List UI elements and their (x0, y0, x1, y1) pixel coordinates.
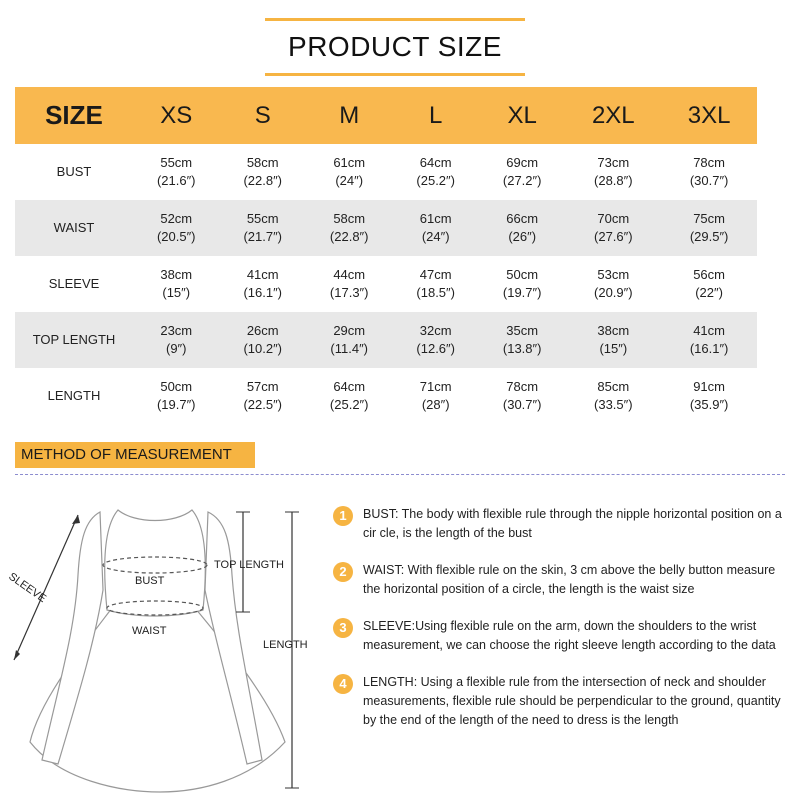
cm-value: 32cm (419, 323, 452, 338)
cm-value: 78cm (693, 155, 725, 170)
size-cell (219, 144, 305, 200)
row-label: SLEEVE (48, 276, 100, 291)
cm-value: 44cm (333, 267, 366, 282)
inch-value: (25.2″) (416, 173, 455, 188)
table-row (15, 312, 757, 368)
cm-value: 29cm (333, 323, 366, 338)
cm-value: 26cm (246, 323, 279, 338)
cm-value: 75cm (693, 211, 725, 226)
inch-value: (26″) (508, 229, 537, 244)
inch-value: (35.9″) (689, 397, 729, 412)
cm-value: 55cm (246, 211, 279, 226)
table-row (15, 144, 757, 200)
inch-value: (22.8″) (329, 229, 369, 244)
inch-value: (19.7″) (502, 285, 542, 300)
step-text: SLEEVE:Using flexible rule on the arm, down the shoulders to the wrist measurement, we can choose the right sleeve length according to the data (363, 619, 776, 652)
size-table-body (15, 144, 757, 424)
size-cell (133, 200, 219, 256)
size-cell (306, 256, 392, 312)
size-cell (392, 368, 478, 424)
label-waist: WAIST (132, 625, 167, 637)
cm-value: 64cm (333, 379, 366, 394)
inch-value: (29.5″) (689, 229, 729, 244)
header-cell-size: SIZE (15, 87, 133, 144)
inch-value: (27.2″) (502, 173, 542, 188)
method-heading: METHOD OF MEASUREMENT (15, 442, 255, 468)
size-cell (479, 368, 565, 424)
size-cell (133, 256, 219, 312)
size-cell (661, 256, 757, 312)
row-label: LENGTH (47, 388, 101, 403)
table-row (15, 256, 757, 312)
size-cell (661, 368, 757, 424)
cm-value: 55cm (160, 155, 193, 170)
cm-value: 50cm (506, 267, 539, 282)
row-label: BUST (56, 164, 92, 179)
step-text: BUST: The body with flexible rule through the nipple horizontal position on a cir cle, is the length of the bust (363, 507, 782, 540)
page-title: PRODUCT SIZE (288, 31, 502, 62)
header-cell-s: S (219, 87, 305, 144)
step-text: WAIST: With flexible rule on the skin, 3 cm above the belly button measure the horizontal position of a circle, the length is the waist size (363, 563, 776, 596)
inch-value: (12.6″) (416, 341, 455, 356)
size-cell (306, 144, 392, 200)
step-length (333, 673, 783, 730)
cm-value: 91cm (693, 379, 725, 394)
step-number-badge: 4 (333, 674, 353, 694)
cm-value: 38cm (597, 323, 630, 338)
cm-value: 70cm (597, 211, 630, 226)
size-cell (133, 144, 219, 200)
cm-value: 69cm (506, 155, 539, 170)
cm-value: 38cm (160, 267, 193, 282)
inch-value: (21.6″) (156, 173, 196, 188)
table-row (15, 368, 757, 424)
size-cell (219, 312, 305, 368)
inch-value: (22″) (695, 285, 723, 300)
cm-value: 73cm (597, 155, 630, 170)
inch-value: (25.2″) (329, 397, 369, 412)
inch-value: (15″) (599, 341, 628, 356)
step-number-badge: 1 (333, 506, 353, 526)
step-number-badge: 3 (333, 618, 353, 638)
label-sleeve: SLEEVE (6, 570, 49, 606)
cm-value: 58cm (333, 211, 366, 226)
inch-value: (28.8″) (594, 173, 633, 188)
size-cell (661, 312, 757, 368)
inch-value: (24″) (335, 173, 364, 188)
cm-value: 78cm (506, 379, 539, 394)
inch-value: (30.7″) (689, 173, 729, 188)
cm-value: 56cm (693, 267, 725, 282)
size-cell (133, 368, 219, 424)
inch-value: (27.6″) (594, 229, 633, 244)
size-cell (392, 312, 478, 368)
header-cell-3xl: 3XL (661, 87, 757, 144)
inch-value: (28″) (421, 397, 450, 412)
size-cell (392, 200, 478, 256)
cm-value: 61cm (333, 155, 366, 170)
inch-value: (16.1″) (243, 285, 282, 300)
title-rule-bottom (265, 73, 525, 76)
inch-value: (9″) (165, 341, 187, 356)
size-cell (306, 200, 392, 256)
inch-value: (33.5″) (594, 397, 633, 412)
row-label: TOP LENGTH (15, 312, 133, 368)
header-cell-xl: XL (479, 87, 565, 144)
cm-value: 58cm (246, 155, 279, 170)
inch-value: (20.5″) (156, 229, 196, 244)
inch-value: (18.5″) (416, 285, 455, 300)
header-cell-2xl: 2XL (565, 87, 661, 144)
cm-value: 35cm (506, 323, 539, 338)
inch-value: (13.8″) (502, 341, 542, 356)
size-cell (133, 312, 219, 368)
size-cell (565, 200, 661, 256)
size-cell (219, 256, 305, 312)
header-cell-l: L (392, 87, 478, 144)
cm-value: 52cm (160, 211, 193, 226)
cm-value: 50cm (160, 379, 193, 394)
cm-value: 66cm (506, 211, 539, 226)
cm-value: 23cm (160, 323, 193, 338)
cm-value: 41cm (693, 323, 725, 338)
inch-value: (10.2″) (243, 341, 282, 356)
inch-value: (22.5″) (243, 397, 282, 412)
cm-value: 47cm (419, 267, 452, 282)
size-table (15, 87, 757, 424)
cm-value: 85cm (597, 379, 630, 394)
inch-value: (17.3″) (329, 285, 369, 300)
step-number-badge: 2 (333, 562, 353, 582)
size-cell (392, 256, 478, 312)
inch-value: (15″) (162, 285, 191, 300)
header-cell-xs: XS (133, 87, 219, 144)
size-cell (479, 256, 565, 312)
size-cell (661, 144, 757, 200)
size-cell (479, 200, 565, 256)
inch-value: (20.9″) (594, 285, 633, 300)
size-cell (479, 312, 565, 368)
size-cell (306, 312, 392, 368)
dress-diagram (0, 480, 330, 800)
cm-value: 61cm (419, 211, 452, 226)
step-text: LENGTH: Using a flexible rule from the intersection of neck and shoulder measurements, flexible rule should be perpendicular to the ground, quantity by the end of the length of the need to dress is the length (363, 675, 781, 727)
measurement-steps (333, 505, 783, 748)
cm-value: 53cm (597, 267, 630, 282)
label-top-length: TOP LENGTH (214, 559, 284, 571)
inch-value: (21.7″) (243, 229, 282, 244)
step-waist (333, 561, 783, 599)
size-cell (219, 200, 305, 256)
size-cell (565, 256, 661, 312)
size-cell (219, 368, 305, 424)
size-cell (479, 144, 565, 200)
inch-value: (16.1″) (689, 341, 729, 356)
table-row (15, 200, 757, 256)
inch-value: (19.7″) (156, 397, 196, 412)
label-bust: BUST (135, 575, 165, 587)
inch-value: (22.8″) (243, 173, 282, 188)
cm-value: 57cm (246, 379, 279, 394)
cm-value: 64cm (419, 155, 452, 170)
label-length: LENGTH (263, 639, 308, 651)
size-cell (661, 200, 757, 256)
cm-value: 41cm (246, 267, 279, 282)
dress-bodice (105, 510, 206, 616)
inch-value: (30.7″) (502, 397, 542, 412)
header-cell-m: M (306, 87, 392, 144)
size-cell (565, 144, 661, 200)
step-bust (333, 505, 783, 543)
size-cell (565, 368, 661, 424)
inch-value: (24″) (421, 229, 450, 244)
inch-value: (11.4″) (330, 341, 369, 356)
size-cell (392, 144, 478, 200)
title-block (265, 18, 525, 76)
step-sleeve (333, 617, 783, 655)
size-table-header (15, 87, 757, 144)
row-label: WAIST (15, 200, 133, 256)
cm-value: 71cm (419, 379, 452, 394)
section-divider (15, 474, 785, 475)
size-cell (565, 312, 661, 368)
size-cell (306, 368, 392, 424)
